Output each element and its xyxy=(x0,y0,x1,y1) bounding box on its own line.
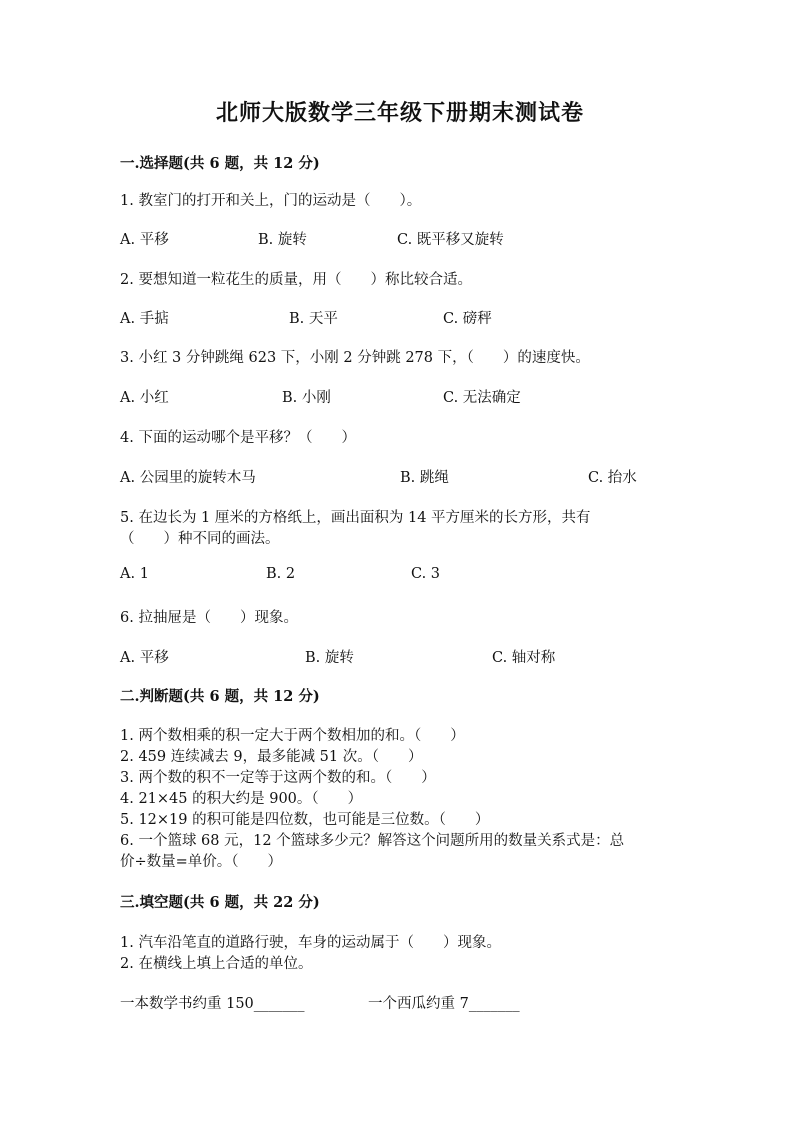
option-c: C. 3 xyxy=(411,566,441,582)
fill-blank-item: 一本数学书约重 150_______ xyxy=(120,996,305,1012)
judge-item: 5. 12×19 的积可能是四位数，也可能是三位数。（ ） xyxy=(120,812,490,828)
option-b: B. 旋转 xyxy=(258,232,307,248)
fill-question: 1. 汽车沿笔直的道路行驶，车身的运动属于（ ）现象。 xyxy=(120,935,501,951)
option-a: A. 平移 xyxy=(120,650,169,666)
fill-question: 2. 在横线上填上合适的单位。 xyxy=(120,956,313,972)
question-text: 4. 下面的运动哪个是平移？（ ） xyxy=(120,430,356,446)
judge-item: 1. 两个数相乘的积一定大于两个数相加的和。（ ） xyxy=(120,728,465,744)
option-a: A. 小红 xyxy=(120,390,169,406)
option-b: B. 2 xyxy=(266,566,296,582)
option-c: C. 轴对称 xyxy=(492,650,556,666)
judge-item: 6. 一个篮球 68 元，12 个篮球多少元？解答这个问题所用的数量关系式是：总 xyxy=(120,833,625,849)
option-b: B. 小刚 xyxy=(282,390,331,406)
fill-blank-item: 一个西瓜约重 7_______ xyxy=(368,996,520,1012)
option-b: B. 旋转 xyxy=(305,650,354,666)
option-c: C. 无法确定 xyxy=(443,390,521,406)
question-text: 2. 要想知道一粒花生的质量，用（ ）称比较合适。 xyxy=(120,272,472,288)
option-c: C. 磅秤 xyxy=(443,311,492,327)
option-b: B. 跳绳 xyxy=(400,470,449,486)
section-heading-judge: 二.判断题(共 6 题，共 12 分) xyxy=(120,688,320,705)
option-a: A. 手掂 xyxy=(120,311,169,327)
judge-item: 2. 459 连续减去 9，最多能减 51 次。（ ） xyxy=(120,749,423,765)
question-text: 5. 在边长为 1 厘米的方格纸上，画出面积为 14 平方厘米的长方形，共有 xyxy=(120,510,591,526)
option-b: B. 天平 xyxy=(289,311,338,327)
section-heading-choice: 一.选择题(共 6 题，共 12 分) xyxy=(120,155,320,172)
judge-item: 3. 两个数的积不一定等于这两个数的和。（ ） xyxy=(120,770,436,786)
option-a: A. 1 xyxy=(120,566,149,582)
option-a: A. 平移 xyxy=(120,232,169,248)
question-text: 6. 拉抽屉是（ ）现象。 xyxy=(120,610,298,626)
judge-item: 4. 21×45 的积大约是 900。（ ） xyxy=(120,791,363,807)
option-a: A. 公园里的旋转木马 xyxy=(120,470,256,486)
section-heading-fill: 三.填空题(共 6 题，共 22 分) xyxy=(120,894,320,911)
page-title: 北师大版数学三年级下册期末测试卷 xyxy=(215,100,584,126)
option-c: C. 既平移又旋转 xyxy=(397,232,504,248)
question-text-continued: （ ）种不同的画法。 xyxy=(120,531,280,547)
question-text: 1. 教室门的打开和关上，门的运动是（ ）。 xyxy=(120,193,422,209)
question-text: 3. 小红 3 分钟跳绳 623 下，小刚 2 分钟跳 278 下，（ ）的速度快。 xyxy=(120,350,590,366)
judge-item-continued: 价÷数量=单价。（ ） xyxy=(120,854,283,870)
option-c: C. 抬水 xyxy=(588,470,637,486)
